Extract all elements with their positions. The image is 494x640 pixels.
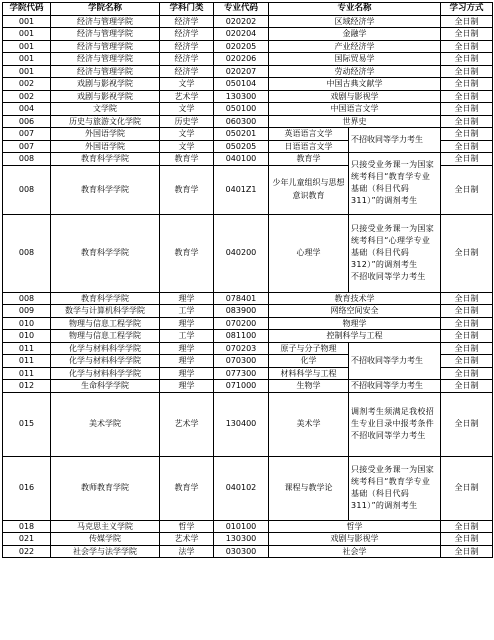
subject-category: 文学 xyxy=(160,78,214,91)
subject-category: 理学 xyxy=(160,380,214,393)
subject-category: 艺术学 xyxy=(160,90,214,103)
major-name: 戏剧与影视学 xyxy=(269,90,441,103)
major-name: 英语语言文学 xyxy=(269,128,349,141)
major-code: 050205 xyxy=(214,140,269,153)
college-name: 外国语学院 xyxy=(51,140,160,153)
college-name: 经济与管理学院 xyxy=(51,40,160,53)
major-code: 020207 xyxy=(214,65,269,78)
study-mode: 全日制 xyxy=(441,90,493,103)
study-mode: 全日制 xyxy=(441,28,493,41)
subject-category: 艺术学 xyxy=(160,392,214,456)
header-study-mode: 学习方式 xyxy=(441,3,493,16)
study-mode: 全日制 xyxy=(441,355,493,368)
study-mode: 全日制 xyxy=(441,456,493,520)
subject-category: 教育学 xyxy=(160,165,214,214)
study-mode: 全日制 xyxy=(441,305,493,318)
table-row xyxy=(3,392,493,456)
subject-category: 文学 xyxy=(160,140,214,153)
college-name: 数学与计算机科学学院 xyxy=(51,305,160,318)
adjustment-majors-table xyxy=(2,2,493,558)
admission-note: 不招收同等学力考生 xyxy=(349,342,441,380)
note-line: 调剂考生须满足我校招生专业目录中报考条件 xyxy=(351,407,434,428)
study-mode: 全日制 xyxy=(441,330,493,343)
college-code: 006 xyxy=(3,115,51,128)
college-code: 016 xyxy=(3,456,51,520)
college-name: 传媒学院 xyxy=(51,533,160,546)
college-name: 马克思主义学院 xyxy=(51,520,160,533)
subject-category: 教育学 xyxy=(160,214,214,292)
college-code: 011 xyxy=(3,367,51,380)
college-name: 化学与材料科学学院 xyxy=(51,367,160,380)
study-mode: 全日制 xyxy=(441,78,493,91)
major-name: 产业经济学 xyxy=(269,40,441,53)
subject-category: 经济学 xyxy=(160,28,214,41)
college-name: 经济与管理学院 xyxy=(51,15,160,28)
college-code: 010 xyxy=(3,317,51,330)
study-mode: 全日制 xyxy=(441,153,493,166)
college-code: 008 xyxy=(3,165,51,214)
subject-category: 理学 xyxy=(160,367,214,380)
college-code: 009 xyxy=(3,305,51,318)
table-row xyxy=(3,380,493,393)
major-name: 教育学 xyxy=(269,153,349,166)
college-code: 008 xyxy=(3,214,51,292)
subject-category: 教育学 xyxy=(160,456,214,520)
admission-note xyxy=(349,392,441,456)
college-name: 物理与信息工程学院 xyxy=(51,317,160,330)
major-code: 020205 xyxy=(214,40,269,53)
college-code: 007 xyxy=(3,128,51,141)
major-name: 国际贸易学 xyxy=(269,53,441,66)
study-mode: 全日制 xyxy=(441,165,493,214)
study-mode: 全日制 xyxy=(441,115,493,128)
major-code: 071000 xyxy=(214,380,269,393)
college-code: 007 xyxy=(3,140,51,153)
major-name: 材料科学与工程 xyxy=(269,367,349,380)
table-row xyxy=(3,305,493,318)
study-mode: 全日制 xyxy=(441,15,493,28)
subject-category: 经济学 xyxy=(160,40,214,53)
major-code: 078401 xyxy=(214,292,269,305)
table-row xyxy=(3,65,493,78)
college-code: 001 xyxy=(3,15,51,28)
major-code: 020204 xyxy=(214,28,269,41)
major-name: 区域经济学 xyxy=(269,15,441,28)
college-name: 教师教育学院 xyxy=(51,456,160,520)
college-name: 经济与管理学院 xyxy=(51,53,160,66)
study-mode: 全日制 xyxy=(441,367,493,380)
college-name: 戏剧与影视学院 xyxy=(51,78,160,91)
subject-category: 文学 xyxy=(160,103,214,116)
study-mode: 全日制 xyxy=(441,342,493,355)
subject-category: 哲学 xyxy=(160,520,214,533)
subject-category: 经济学 xyxy=(160,15,214,28)
subject-category: 经济学 xyxy=(160,53,214,66)
table-header-row xyxy=(3,3,493,16)
admission-note xyxy=(349,214,441,292)
table-row xyxy=(3,292,493,305)
major-code: 081100 xyxy=(214,330,269,343)
table-row xyxy=(3,40,493,53)
major-name: 社会学 xyxy=(269,545,441,558)
college-name: 戏剧与影视学院 xyxy=(51,90,160,103)
major-code: 083900 xyxy=(214,305,269,318)
college-name: 外国语学院 xyxy=(51,128,160,141)
major-code: 0401Z1 xyxy=(214,165,269,214)
study-mode: 全日制 xyxy=(441,392,493,456)
subject-category: 理学 xyxy=(160,342,214,355)
subject-category: 理学 xyxy=(160,317,214,330)
study-mode: 全日制 xyxy=(441,533,493,546)
admission-note: 不招收同等学力考生 xyxy=(349,380,441,393)
college-code: 010 xyxy=(3,330,51,343)
college-name: 经济与管理学院 xyxy=(51,65,160,78)
college-code: 001 xyxy=(3,53,51,66)
header-college-code: 学院代码 xyxy=(3,3,51,16)
subject-category: 理学 xyxy=(160,292,214,305)
major-code: 050104 xyxy=(214,78,269,91)
study-mode: 全日制 xyxy=(441,103,493,116)
table-row xyxy=(3,53,493,66)
college-code: 022 xyxy=(3,545,51,558)
major-name: 戏剧与影视学 xyxy=(269,533,441,546)
major-code: 070203 xyxy=(214,342,269,355)
table-row xyxy=(3,128,493,141)
college-name: 教育科学学院 xyxy=(51,165,160,214)
study-mode: 全日制 xyxy=(441,53,493,66)
major-name: 金融学 xyxy=(269,28,441,41)
college-code: 015 xyxy=(3,392,51,456)
college-code: 012 xyxy=(3,380,51,393)
study-mode: 全日制 xyxy=(441,317,493,330)
college-code: 018 xyxy=(3,520,51,533)
major-code: 130300 xyxy=(214,533,269,546)
table-row xyxy=(3,317,493,330)
college-code: 008 xyxy=(3,153,51,166)
table-row xyxy=(3,456,493,520)
college-name: 历史与旅游文化学院 xyxy=(51,115,160,128)
major-name: 教育技术学 xyxy=(269,292,441,305)
major-name: 日语语言文学 xyxy=(269,140,349,153)
subject-category: 文学 xyxy=(160,128,214,141)
major-name: 课程与教学论 xyxy=(269,456,349,520)
major-code: 130300 xyxy=(214,90,269,103)
note-line: 不招收同等学力考生 xyxy=(351,272,426,281)
table-row xyxy=(3,330,493,343)
major-code: 130400 xyxy=(214,392,269,456)
subject-category: 工学 xyxy=(160,330,214,343)
study-mode: 全日制 xyxy=(441,214,493,292)
study-mode: 全日制 xyxy=(441,292,493,305)
subject-category: 理学 xyxy=(160,355,214,368)
header-college-name: 学院名称 xyxy=(51,3,160,16)
table-row xyxy=(3,15,493,28)
major-code: 020202 xyxy=(214,15,269,28)
major-name: 美术学 xyxy=(269,392,349,456)
table-row xyxy=(3,78,493,91)
study-mode: 全日制 xyxy=(441,520,493,533)
college-name: 社会学与法学学院 xyxy=(51,545,160,558)
study-mode: 全日制 xyxy=(441,545,493,558)
college-code: 011 xyxy=(3,355,51,368)
college-name: 生命科学学院 xyxy=(51,380,160,393)
subject-category: 工学 xyxy=(160,305,214,318)
header-major-name: 专业名称 xyxy=(269,3,441,16)
study-mode: 全日制 xyxy=(441,380,493,393)
subject-category: 历史学 xyxy=(160,115,214,128)
college-code: 002 xyxy=(3,78,51,91)
table-row xyxy=(3,533,493,546)
table-row xyxy=(3,28,493,41)
major-code: 050201 xyxy=(214,128,269,141)
table-row xyxy=(3,214,493,292)
major-name: 少年儿童组织与思想意识教育 xyxy=(269,165,349,214)
college-name: 美术学院 xyxy=(51,392,160,456)
major-name: 控制科学与工程 xyxy=(269,330,441,343)
major-code: 040200 xyxy=(214,214,269,292)
study-mode: 全日制 xyxy=(441,40,493,53)
study-mode: 全日制 xyxy=(441,140,493,153)
table-row xyxy=(3,153,493,166)
college-name: 教育科学学院 xyxy=(51,292,160,305)
college-name: 经济与管理学院 xyxy=(51,28,160,41)
college-code: 011 xyxy=(3,342,51,355)
major-name: 心理学 xyxy=(269,214,349,292)
major-code: 070300 xyxy=(214,355,269,368)
major-code: 030300 xyxy=(214,545,269,558)
major-name: 世界史 xyxy=(269,115,441,128)
college-name: 文学院 xyxy=(51,103,160,116)
college-name: 化学与材料科学学院 xyxy=(51,355,160,368)
major-name: 劳动经济学 xyxy=(269,65,441,78)
major-code: 010100 xyxy=(214,520,269,533)
header-major-code: 专业代码 xyxy=(214,3,269,16)
college-name: 化学与材料科学学院 xyxy=(51,342,160,355)
table-row xyxy=(3,103,493,116)
study-mode: 全日制 xyxy=(441,65,493,78)
subject-category: 教育学 xyxy=(160,153,214,166)
major-code: 040100 xyxy=(214,153,269,166)
major-name: 物理学 xyxy=(269,317,441,330)
college-code: 001 xyxy=(3,65,51,78)
note-line: 不招收同等学力考生 xyxy=(351,431,426,440)
college-code: 021 xyxy=(3,533,51,546)
major-code: 077300 xyxy=(214,367,269,380)
subject-category: 法学 xyxy=(160,545,214,558)
major-code: 040102 xyxy=(214,456,269,520)
table-row xyxy=(3,342,493,355)
table-row xyxy=(3,545,493,558)
major-name: 哲学 xyxy=(269,520,441,533)
college-code: 002 xyxy=(3,90,51,103)
table-row xyxy=(3,520,493,533)
header-subject-category: 学科门类 xyxy=(160,3,214,16)
major-name: 中国古典文献学 xyxy=(269,78,441,91)
subject-category: 经济学 xyxy=(160,65,214,78)
major-name: 原子与分子物理 xyxy=(269,342,349,355)
major-name: 中国语言文学 xyxy=(269,103,441,116)
major-code: 070200 xyxy=(214,317,269,330)
admission-note: 只接受业务课一为国家统考科目“教育学专业基础（科目代码311）”的调剂考生 xyxy=(349,153,441,215)
college-code: 001 xyxy=(3,28,51,41)
subject-category: 艺术学 xyxy=(160,533,214,546)
note-line: 只接受业务课一为国家统考科目“心理学专业基础（科目代码312）”的调剂考生 xyxy=(351,224,434,269)
college-name: 教育科学学院 xyxy=(51,214,160,292)
major-code: 060300 xyxy=(214,115,269,128)
table-row xyxy=(3,90,493,103)
admission-note: 只接受业务课一为国家统考科目“教育学专业基础（科目代码311）”的调剂考生 xyxy=(349,456,441,520)
study-mode: 全日制 xyxy=(441,128,493,141)
college-code: 001 xyxy=(3,40,51,53)
admission-note: 不招收同等学力考生 xyxy=(349,128,441,153)
table-row xyxy=(3,115,493,128)
major-name: 网络空间安全 xyxy=(269,305,441,318)
college-code: 004 xyxy=(3,103,51,116)
major-name: 生物学 xyxy=(269,380,349,393)
major-name: 化学 xyxy=(269,355,349,368)
major-code: 020206 xyxy=(214,53,269,66)
college-name: 物理与信息工程学院 xyxy=(51,330,160,343)
major-code: 050100 xyxy=(214,103,269,116)
college-code: 008 xyxy=(3,292,51,305)
college-name: 教育科学学院 xyxy=(51,153,160,166)
